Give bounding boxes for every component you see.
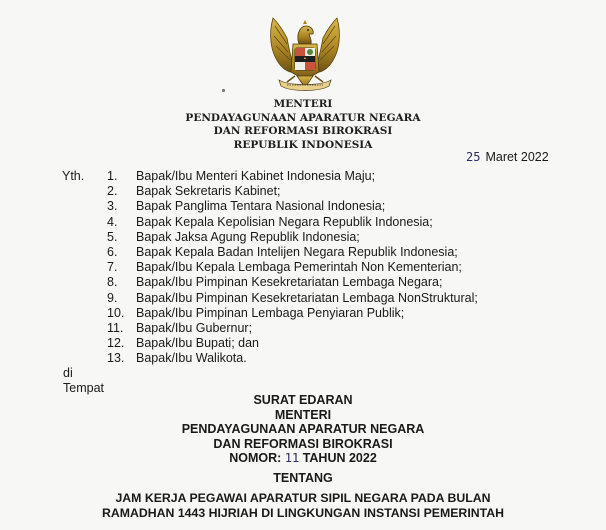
garuda-emblem-icon (265, 14, 345, 96)
recipient-item (107, 199, 478, 214)
recipient-text: Bapak Panglima Tentara Nasional Indonesia; (136, 199, 386, 214)
recipient-text: Bapak/Ibu Pimpinan Kesekretariatan Lembaga NonStruktural; (136, 290, 478, 305)
recipient-number: 4. (107, 214, 118, 229)
tentang-label: TENTANG (273, 470, 333, 485)
letterhead-line-4: REPUBLIK INDONESIA (233, 138, 373, 151)
recipient-number: 11. (107, 320, 124, 335)
circular-issuer-3: DAN REFORMASI BIROKRASI (213, 436, 393, 451)
recipient-text: Bapak Sekretaris Kabinet; (136, 184, 281, 199)
nomor-label: NOMOR: (229, 451, 282, 466)
letter-date (466, 150, 549, 164)
recipient-number: 5. (107, 229, 118, 244)
scan-speck (222, 89, 225, 92)
location-block (63, 366, 104, 395)
circular-title-block (0, 393, 606, 521)
recipient-text: Bapak Kepala Badan Intelijen Negara Republik Indonesia; (136, 244, 458, 259)
recipient-item (107, 184, 478, 199)
recipient-item (107, 321, 478, 336)
recipient-text: Bapak/Ibu Bupati; dan (136, 336, 260, 351)
recipient-text: Bapak/Ibu Pimpinan Lembaga Penyiaran Publik; (136, 305, 405, 320)
letterhead (0, 98, 606, 152)
recipient-item (107, 336, 478, 351)
subject-line-1: JAM KERJA PEGAWAI APARATUR SIPIL NEGARA PADA BULAN (115, 490, 491, 505)
circular-type: SURAT EDARAN (253, 393, 353, 407)
nomor-value-handwritten: 11 (284, 451, 300, 466)
circular-issuer-2: PENDAYAGUNAAN APARATUR NEGARA (181, 422, 425, 437)
circular-issuer-1: MENTERI (274, 407, 332, 422)
circular-subject (0, 491, 606, 521)
recipient-item (107, 169, 478, 184)
recipient-item (107, 245, 478, 260)
recipient-number: 3. (107, 199, 118, 214)
salutation: Yth. (62, 169, 85, 183)
recipient-item (107, 230, 478, 245)
recipient-item (107, 215, 478, 230)
recipient-item (107, 291, 478, 306)
recipient-item (107, 306, 478, 321)
recipient-text: Bapak/Ibu Kepala Lembaga Pemerintah Non Kementerian; (136, 260, 462, 275)
recipient-number: 8. (107, 275, 118, 290)
recipient-number: 10. (107, 305, 125, 320)
letterhead-line-2: PENDAYAGUNAAN APARATUR NEGARA (185, 111, 421, 124)
date-month-year: Maret 2022 (485, 150, 549, 164)
recipient-text: Bapak/Ibu Walikota. (136, 351, 247, 366)
recipient-item (107, 260, 478, 275)
recipient-text: Bapak Jaksa Agung Republik Indonesia; (136, 229, 360, 244)
letterhead-line-1: MENTERI (273, 98, 333, 110)
recipient-text: Bapak/Ibu Gubernur; (136, 320, 253, 335)
recipient-number: 1. (107, 169, 118, 183)
recipient-text: Bapak Kepala Kepolisian Negara Republik Indonesia; (136, 214, 433, 229)
location-tempat: Tempat (63, 380, 104, 395)
recipient-number: 7. (107, 260, 118, 275)
circular-number (0, 451, 606, 466)
recipient-number: 6. (107, 244, 118, 259)
recipient-text: Bapak/Ibu Pimpinan Kesekretariatan Lembaga Negara; (136, 275, 443, 290)
recipients-list (107, 169, 478, 366)
recipient-number: 12. (107, 336, 125, 351)
recipient-number: 2. (107, 184, 118, 199)
subject-line-2: RAMADHAN 1443 HIJRIAH DI LINGKUNGAN INSTANSI PEMERINTAH (102, 505, 504, 520)
recipient-number: 13. (107, 351, 125, 366)
letterhead-line-3: DAN REFORMASI BIROKRASI (213, 125, 393, 137)
location-di: di (63, 366, 73, 380)
recipient-item (107, 275, 478, 290)
date-day-handwritten: 25 (466, 150, 481, 164)
recipient-item (107, 351, 478, 366)
recipient-text: Bapak/Ibu Menteri Kabinet Indonesia Maju; (136, 169, 376, 183)
recipient-number: 9. (107, 290, 118, 305)
nomor-year: TAHUN 2022 (302, 451, 377, 466)
